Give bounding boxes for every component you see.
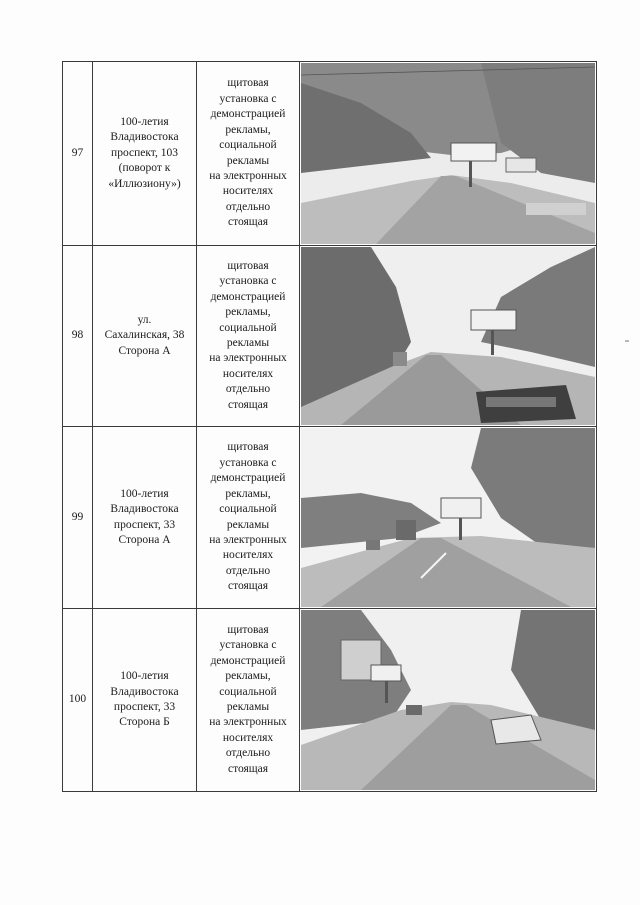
structure-type-text: щитовая установка с демонстрацией рекламы, социальной рекламы на электронных носителях отдельно стоящая: [209, 623, 287, 775]
margin-speck: [625, 340, 629, 342]
row-number-text: 99: [71, 510, 84, 523]
row-number: [63, 246, 93, 427]
row-number-text: 100: [68, 693, 87, 706]
table-row: [63, 427, 597, 609]
ad-structures-table: [62, 61, 597, 792]
structure-type-text: щитовая установка с демонстрацией рекламы, социальной рекламы на электронных носителях отдельно стоящая: [209, 441, 287, 593]
row-number: [63, 62, 93, 246]
address-cell: [93, 62, 197, 246]
row-number: [63, 609, 93, 792]
row-number-text: 97: [71, 146, 84, 159]
street-photo: [301, 63, 595, 244]
street-photo: [301, 428, 595, 607]
address-text: 100-летия Владивостока проспект, 103 (поворот к «Иллюзиону»): [108, 115, 181, 190]
photo-cell: [300, 609, 597, 792]
address-cell: [93, 246, 197, 427]
structure-type-text: щитовая установка с демонстрацией рекламы, социальной рекламы на электронных носителях отдельно стоящая: [209, 77, 287, 229]
street-photo: [301, 247, 595, 425]
row-number: [63, 427, 93, 609]
address-text: ул. Сахалинская, 38 Сторона А: [104, 313, 185, 357]
street-photo: [301, 610, 595, 790]
address-cell: [93, 427, 197, 609]
photo-cell: [300, 427, 597, 609]
table-row: [63, 246, 597, 427]
photo-cell: [300, 62, 597, 246]
table-row: [63, 62, 597, 246]
type-cell: [197, 609, 300, 792]
structure-type-text: щитовая установка с демонстрацией рекламы, социальной рекламы на электронных носителях отдельно стоящая: [209, 259, 287, 411]
type-cell: [197, 62, 300, 246]
table-row: [63, 609, 597, 792]
photo-cell: [300, 246, 597, 427]
address-text: 100-летия Владивостока проспект, 33 Сторона Б: [110, 670, 179, 729]
address-text: 100-летия Владивостока проспект, 33 Сторона А: [110, 487, 179, 546]
row-number-text: 98: [71, 329, 84, 342]
address-cell: [93, 609, 197, 792]
type-cell: [197, 427, 300, 609]
type-cell: [197, 246, 300, 427]
